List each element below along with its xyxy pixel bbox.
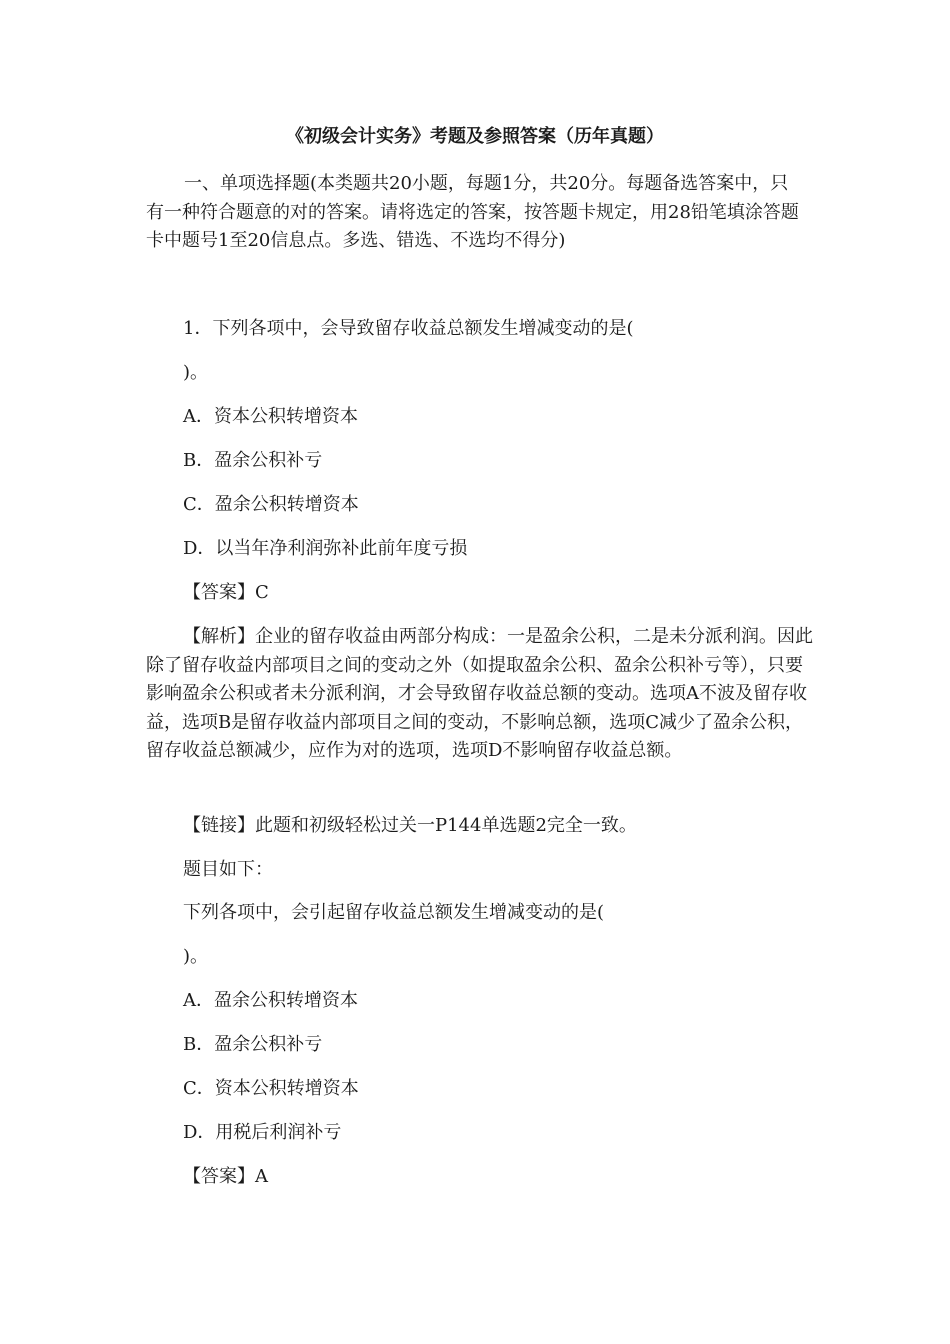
question-1-link: 【链接】此题和初级轻松过关一P144单选题2完全一致。 xyxy=(183,815,637,836)
question-1-option-b: B．盈余公积补亏 xyxy=(183,450,323,471)
question-1-answer: 【答案】C xyxy=(183,582,269,603)
section-intro: 一、单项选择题(本类题共20小题，每题1分，共20分。每题备选答案中，只有一种符合题意的对的答案。请将选定的答案，按答题卡规定，用28铅笔填涂答题卡中题号1至20信息点。多选、错选、不选均不得分) xyxy=(146,173,799,251)
question-1-analysis: 【解析】企业的留存收益由两部分构成：一是盈余公积，二是未分派利润。因此除了留存收益内部项目之间的变动之外（如提取盈余公积、盈余公积补亏等），只要影响盈余公积或者未分派利润，才会导致留存收益总额的变动。选项A不波及留存收益，选项B是留存收益内部项目之间的变动，不影响总额，选项C减少了盈余公积，留存收益总额减少，应作为对的选项，选项D不影响留存收益总额。 xyxy=(146,626,813,761)
linked-question-option-a: A．盈余公积转增资本 xyxy=(183,990,358,1011)
linked-question-option-c: C．资本公积转增资本 xyxy=(183,1078,359,1099)
linked-question-answer: 【答案】A xyxy=(183,1166,268,1187)
question-1-option-c: C．盈余公积转增资本 xyxy=(183,494,359,515)
linked-question-option-d: D．用税后利润补亏 xyxy=(183,1122,342,1143)
question-1-stem-end: )。 xyxy=(183,362,209,383)
linked-question-option-b: B．盈余公积补亏 xyxy=(183,1034,323,1055)
question-1-option-d: D．以当年净利润弥补此前年度亏损 xyxy=(183,538,468,559)
linked-question-stem: 下列各项中，会引起留存收益总额发生增减变动的是( xyxy=(183,902,605,923)
question-1-link-intro: 题目如下： xyxy=(183,859,273,880)
question-1-stem: 1．下列各项中，会导致留存收益总额发生增减变动的是( xyxy=(183,318,634,339)
document-title: 《初级会计实务》考题及参照答案（历年真题） xyxy=(286,126,664,147)
linked-question-stem-end: )。 xyxy=(183,946,209,967)
question-1-option-a: A．资本公积转增资本 xyxy=(183,406,358,427)
